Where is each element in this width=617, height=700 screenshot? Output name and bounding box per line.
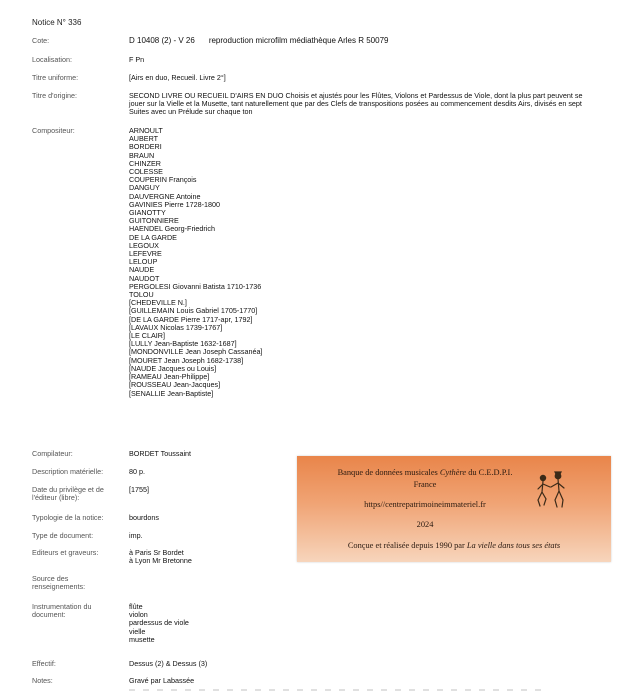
field-value: BORDET Toussaint (129, 449, 192, 458)
composer-item: COUPERIN François (129, 175, 197, 185)
instrument-item: vielle (129, 626, 146, 636)
banner-credit (297, 541, 611, 550)
banner-italic: La vielle dans tous ses états (466, 541, 561, 550)
composer-item: [SENALLIE Jean-Baptiste] (129, 388, 214, 398)
composer-item: BORDERI (129, 142, 162, 152)
field-value: SECOND LIVRE OU RECUEIL D'AIRS EN DUO Choisis et ajustés pour les Flûtes, Violons et Pardessus de Viole, dont la plus part peuvent se jouer sur la Vielle et la Musette, tant naturellement que par des Clefs de transpositions posées au commencement desdits Airs, divisés en sept Suites avec un Prélude sur chaque ton (129, 91, 583, 117)
editeur-item: à Paris Sr Bordet (129, 548, 184, 557)
field-label: Description matérielle: (32, 467, 104, 476)
field-value (129, 37, 599, 45)
field-value: [1755] (129, 485, 149, 494)
field-label: Localisation: (32, 55, 72, 64)
field-label: Source des renseignements: (32, 574, 86, 592)
banner-line-2: France (413, 480, 437, 489)
banner-italic: Cythère (439, 468, 467, 477)
truncated-notes-line (129, 689, 547, 691)
composer-item: LEFEVRE (129, 249, 162, 259)
notice-number: Notice N° 336 (32, 18, 82, 27)
composer-item: NAUDE (129, 265, 155, 275)
dancers-icon (533, 470, 569, 510)
composer-item: [CHEDEVILLE N.] (129, 298, 187, 308)
banner-url: https//centrepatrimoineimmateriel.fr (364, 500, 486, 509)
composer-item: [RAMEAU Jean-Philippe] (129, 372, 210, 382)
composer-item: CHINZER (129, 158, 161, 168)
field-label: Notes: (32, 676, 53, 685)
instrument-item: violon (129, 610, 148, 620)
field-label: Compilateur: (32, 449, 73, 458)
field-label: Compositeur: (32, 126, 75, 135)
cythere-banner (297, 456, 611, 562)
composer-item: GAVINIES Pierre 1728-1800 (129, 199, 220, 209)
field-label: Cote: (32, 36, 50, 45)
composer-item: LELOUP (129, 257, 158, 267)
composer-item: [NAUDE Jacques ou Louis] (129, 363, 217, 373)
banner-line-1 (297, 468, 553, 477)
composer-item: TOLOU (129, 290, 154, 300)
composer-list (129, 127, 599, 398)
composer-item: PERGOLESI Giovanni Batista 1710-1736 (129, 281, 262, 291)
composer-item: AUBERT (129, 134, 159, 144)
banner-text: Conçue et réalisée depuis 1990 par (347, 541, 465, 550)
instrumentation-list (129, 603, 599, 644)
field-label: Date du privilège et de l'éditeur (libre): (32, 485, 104, 503)
composer-item: [GUILLEMAIN Louis Gabriel 1705-1770] (129, 306, 258, 316)
composer-item: [DE LA GARDE Pierre 1717-apr, 1792] (129, 314, 253, 324)
composer-item: ARNOULT (129, 126, 163, 135)
composer-item: [MONDONVILLE Jean Joseph Cassanéa] (129, 347, 263, 357)
composer-item: [LE CLAIR] (129, 331, 165, 341)
field-label: Effectif: (32, 659, 56, 668)
field-label: Typologie de la notice: (32, 513, 104, 522)
cote-extra: reproduction microfilm médiathèque Arles R 50079 (208, 36, 389, 45)
composer-item: [MOURET Jean Joseph 1682-1738] (129, 355, 244, 365)
field-label: Titre d'origine: (32, 91, 78, 100)
field-value: F Pn (129, 55, 145, 64)
field-value: imp. (129, 531, 143, 540)
composer-item: NAUDOT (129, 273, 160, 283)
field-value: Dessus (2) & Dessus (3) (129, 659, 208, 668)
instrument-item: musette (129, 634, 155, 644)
banner-year: 2024 (416, 520, 434, 529)
composer-item: DAUVERGNE Antoine (129, 191, 201, 201)
instrument-item: flûte (129, 602, 143, 611)
banner-text: Banque de données musicales (337, 468, 438, 477)
field-value: bourdons (129, 513, 159, 522)
composer-item: HAENDEL Georg-Friedrich (129, 224, 216, 234)
field-label: Type de document: (32, 531, 94, 540)
composer-item: GUITONNIERE (129, 216, 179, 226)
composer-item: [ROUSSEAU Jean-Jacques] (129, 380, 221, 390)
field-value: 80 p. (129, 467, 145, 476)
composer-item: [LULLY Jean-Baptiste 1632-1687] (129, 339, 237, 349)
field-value: [Airs en duo, Recueil. Livre 2°] (129, 73, 226, 82)
field-label: Instrumentation du document: (32, 602, 92, 620)
banner-text: du C.E.D.P.I. (468, 468, 513, 477)
editeur-item: à Lyon Mr Bretonne (129, 556, 192, 566)
composer-item: BRAUN (129, 150, 155, 160)
cote-value: D 10408 (2) - V 26 (129, 36, 195, 45)
field-label: Titre uniforme: (32, 73, 79, 82)
composer-item: [LAVAUX Nicolas 1739-1767] (129, 322, 223, 332)
composer-item: COLESSE (129, 167, 163, 177)
composer-item: GIANOTTY (129, 208, 166, 218)
instrument-item: pardessus de viole (129, 618, 189, 628)
composer-item: DANGUY (129, 183, 160, 193)
field-label: Editeurs et graveurs: (32, 548, 99, 557)
composer-item: LEGOUX (129, 240, 159, 250)
composer-item: DE LA GARDE (129, 232, 177, 242)
field-value: Gravé par Labassée (129, 676, 195, 685)
